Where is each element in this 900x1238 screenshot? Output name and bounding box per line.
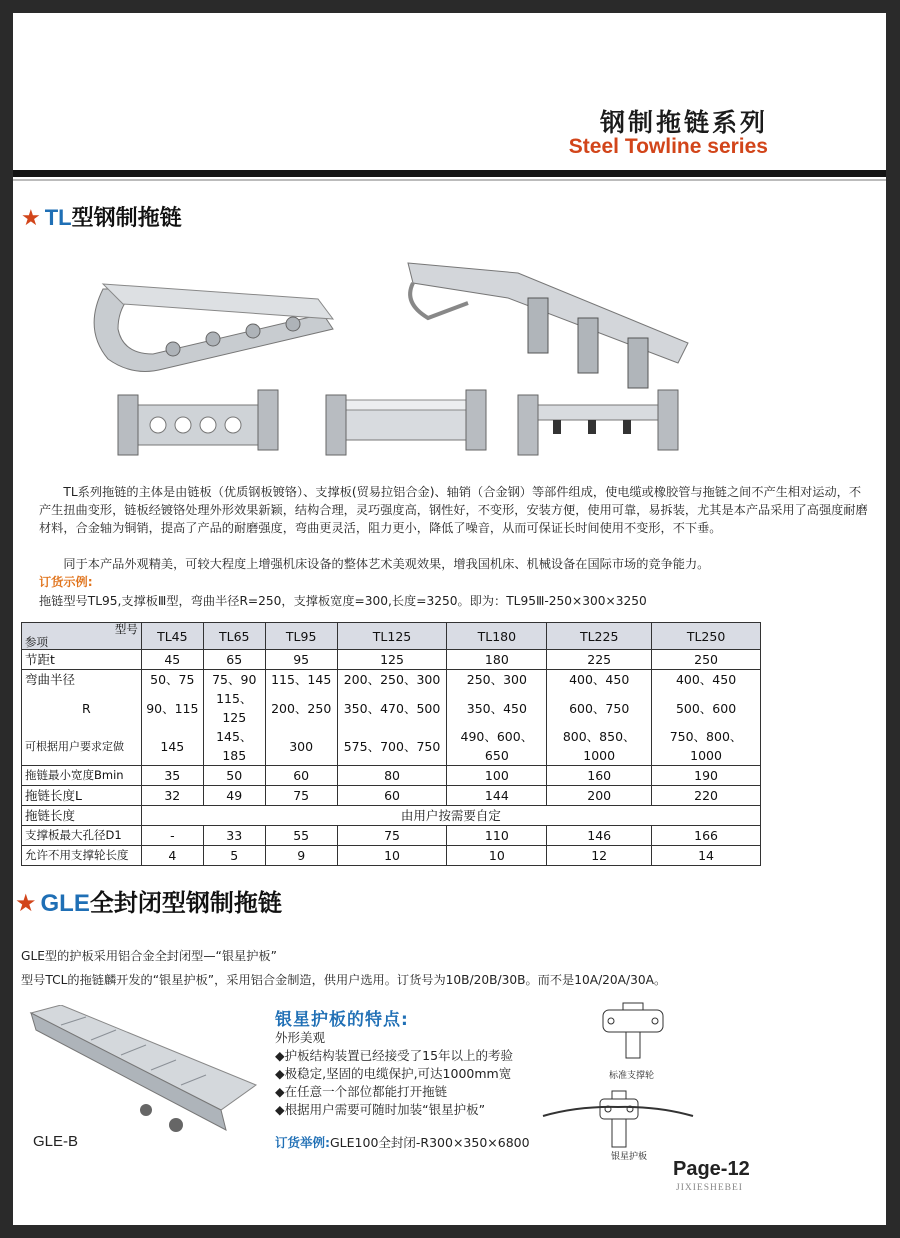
model-header: TL95 (265, 623, 337, 650)
header-divider-thin (13, 179, 886, 181)
table-row: 节距t 45 65 95 125 180 225 250 (22, 650, 761, 670)
table-corner: 型号 参项 (22, 623, 142, 650)
tl-chain-photo-1 (83, 249, 343, 384)
catalog-page (13, 13, 886, 1225)
silver-guard-diagram (538, 1081, 698, 1151)
table-row: 弯曲半径 50、75 75、90 115、145 200、250、300 250、300 400、450 400、450 (22, 670, 761, 690)
star-icon: ★ (21, 206, 41, 231)
standard-support-wheel-diagram (593, 998, 683, 1068)
gle-line-2: 型号TCL的拖链麟开发的“银星护板”，采用铝合金制造，供用户选用。订货号为10B/20B/30B。而不是10A/20A/30A。 (21, 973, 667, 987)
gle-order-example: 订货举例:GLE100全封闭-R300×350×6800 (275, 1135, 530, 1150)
gle-line-1: GLE型的护板采用铝合金全封闭型—“银星护板” (21, 949, 277, 963)
gle-title-cn: 全封闭型钢制拖链 (89, 889, 282, 917)
list-item: 外形美观 (275, 1030, 326, 1045)
header-title-en: Steel Towline series (568, 135, 768, 158)
table-row: 可根据用户要求定做 145 145、185 300 575、700、750 490、600、650 800、850、1000 750、800、1000 (22, 727, 761, 766)
star-icon: ★ (15, 889, 37, 917)
table-row: 允许不用支撑轮长度 4 5 9 10 10 12 14 (22, 846, 761, 866)
list-item: ◆在任意一个部位都能打开拖链 (275, 1084, 448, 1099)
tl-spec-table (21, 622, 761, 866)
model-header: TL180 (447, 623, 547, 650)
header-divider (13, 170, 886, 177)
gle-title-en: GLE (40, 890, 90, 917)
support-plate-photo-1 (113, 385, 283, 465)
table-header-row (22, 623, 761, 650)
support-plate-photo-3 (513, 385, 683, 465)
features-list (275, 1029, 513, 1119)
tl-section-title (21, 201, 182, 232)
diagram-label-silver: 银星护板 (611, 1152, 648, 1162)
tl-title-en: TL (44, 205, 72, 230)
gle-product-label: GLE-B (33, 1133, 79, 1150)
table-row: R 90、115 115、125 200、250 350、470、500 350、450 600、750 500、600 (22, 689, 761, 727)
tl-description: TL系列拖链的主体是由链板（优质钢板镀铬）、支撑板(贸易拉铝合金)、轴销（合金钢）等部件组成，使电缆或橡胶管与拖链之间不产生相对运动，不产生扭曲变形，链板经镀铬处理外形效果新颖，结构合理，灵巧强度高，钢性好，不变形，安装方便，使用可靠，易拆装，尤其是本产品采用了高强度耐磨材料，合金轴为铜销，提高了产品的耐磨强度，弯曲更灵活，阻力更小，降低了噪音，从而可保证长时间使用不变形，不下垂。 (39, 485, 868, 535)
table-row: 拖链最小宽度Bmin 35 50 60 80 100 160 190 (22, 766, 761, 786)
header-title-cn: 钢制拖链系列 (599, 108, 768, 137)
table-row: 拖链长度 由用户按需要自定 (22, 806, 761, 826)
table-row: 拖链长度L 32 49 75 60 144 200 220 (22, 786, 761, 806)
model-header: TL225 (547, 623, 652, 650)
list-item: ◆根据用户需要可随时加装“银星护板” (275, 1102, 486, 1117)
model-header: TL250 (652, 623, 761, 650)
diagram-label-standard: 标准支撑轮 (609, 1071, 655, 1081)
model-header: TL125 (337, 623, 447, 650)
tl-chain-photo-2 (398, 243, 698, 398)
list-item: ◆护板结构装置已经接受了15年以上的考验 (275, 1048, 514, 1063)
site-watermark: JIXIESHEBEI (676, 1183, 743, 1193)
gle-chain-photo (21, 1005, 261, 1150)
tl-order-label: 订货示例: (39, 575, 93, 589)
tl-title-cn: 型钢制拖链 (71, 206, 182, 231)
list-item: ◆极稳定,坚固的电缆保护,可达1000mm宽 (275, 1066, 512, 1081)
model-header: TL45 (141, 623, 203, 650)
table-row: 支撑板最大孔径D1 - 33 55 75 110 146 166 (22, 826, 761, 846)
features-title: 银星护板的特点: (275, 1010, 409, 1030)
gle-section-title (15, 883, 282, 918)
support-plate-photo-2 (321, 385, 491, 465)
tl-order-example: 拖链型号TL95,支撑板Ⅲ型，弯曲半径R=250，支撑板宽度=300,长度=3250。即为：TL95Ⅲ-250×300×3250 (39, 594, 647, 608)
model-header: TL65 (203, 623, 265, 650)
tl-description-2: 同于本产品外观精美，可较大程度上增强机床设备的整体艺术美观效果，增我国机床、机械设备在国际市场的竞争能力。 (63, 557, 710, 571)
page-number: Page-12 (673, 1158, 750, 1180)
